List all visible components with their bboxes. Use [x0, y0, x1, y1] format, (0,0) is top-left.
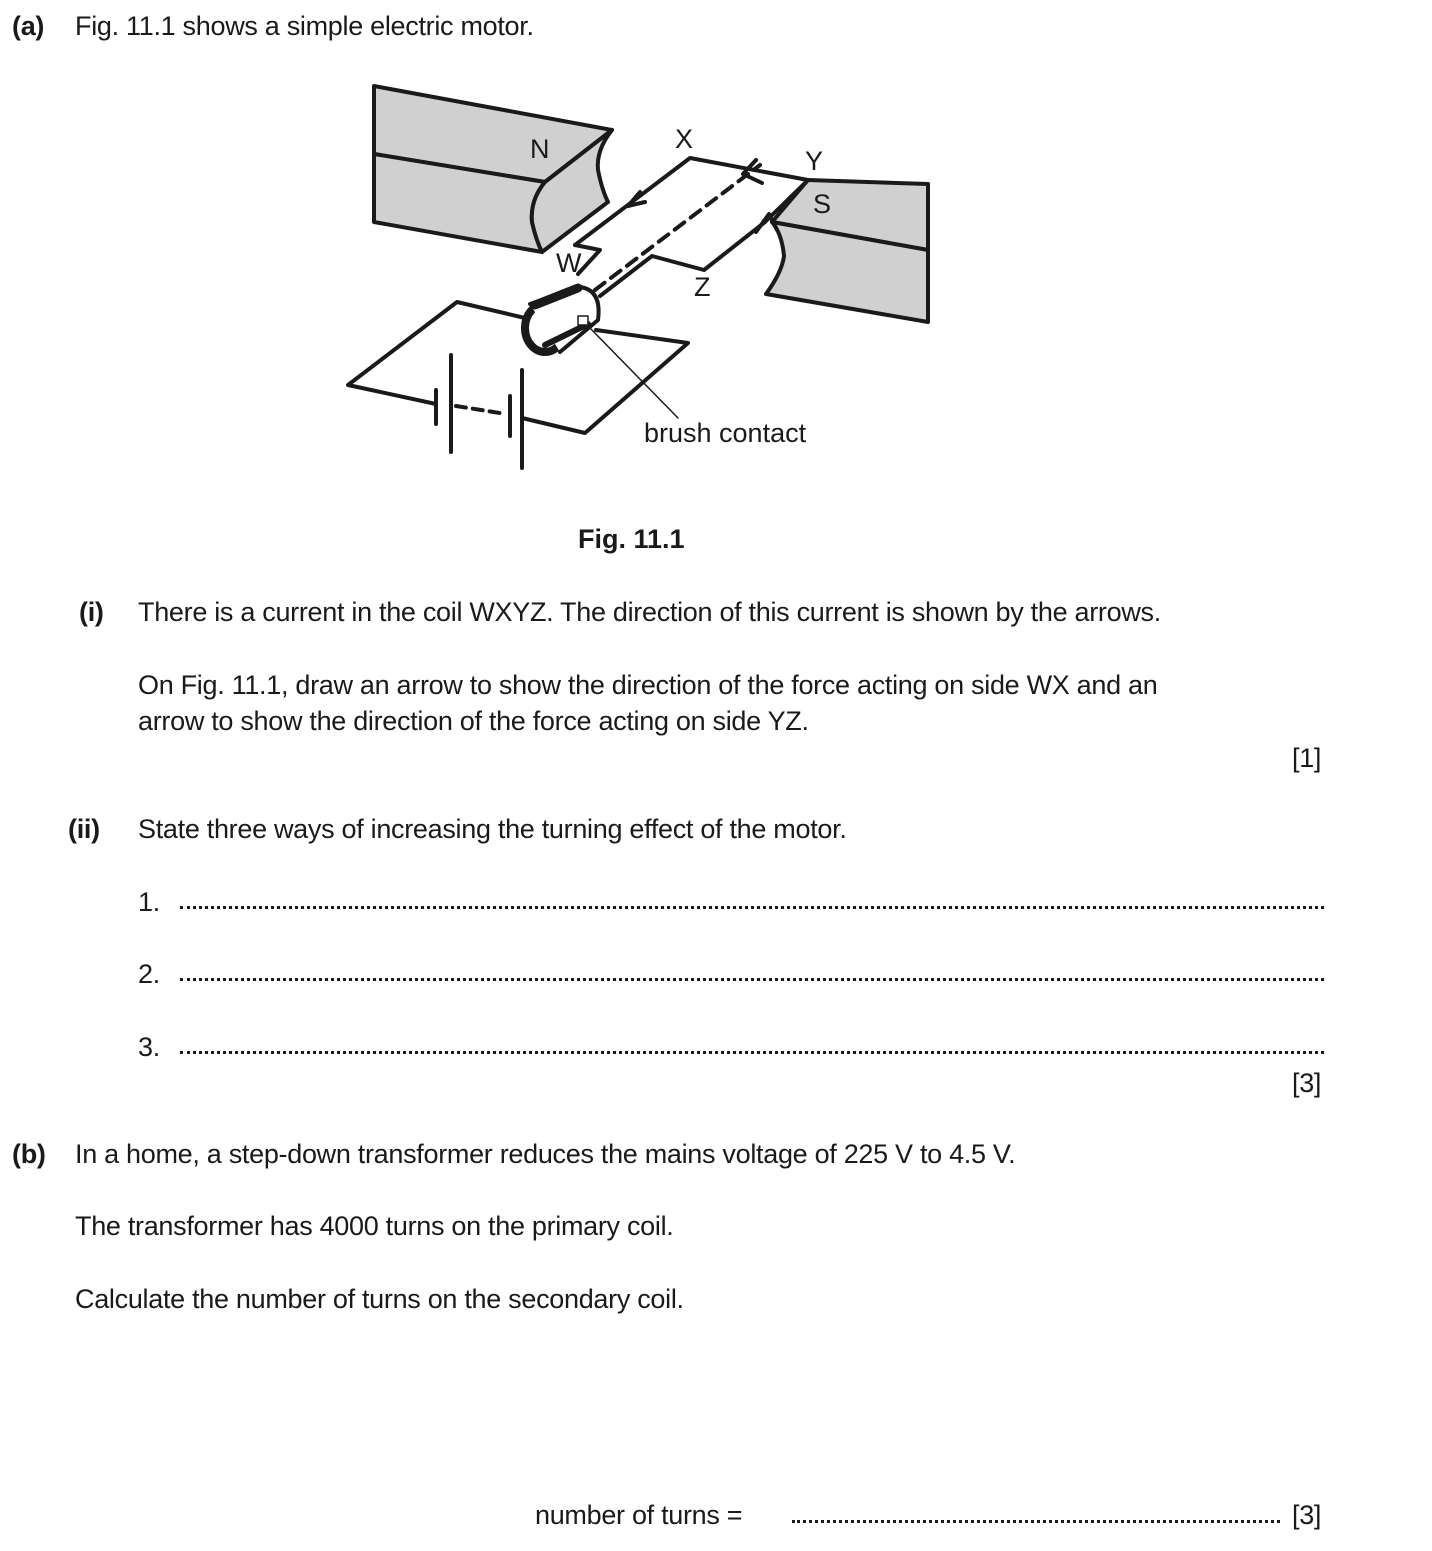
part-b-line1: In a home, a step-down transformer reduces the mains voltage of 225 V to 4.5 V.: [75, 1139, 1016, 1169]
south-magnet: [766, 180, 928, 322]
sub-ii-question: State three ways of increasing the turning effect of the motor.: [138, 814, 847, 844]
answer-3-number: 3.: [138, 1032, 160, 1062]
sub-ii-label: (ii): [68, 814, 100, 844]
commutator: [525, 287, 599, 352]
answer-1-line[interactable]: [180, 906, 1324, 909]
answer-3-line[interactable]: [180, 1051, 1324, 1054]
sub-i-line1: There is a current in the coil WXYZ. The direction of this current is shown by the arrows.: [138, 597, 1161, 627]
part-b-label: (b): [12, 1139, 46, 1169]
part-b-line2: The transformer has 4000 turns on the primary coil.: [75, 1211, 674, 1241]
label-z: Z: [694, 272, 711, 302]
answer-1-number: 1.: [138, 887, 160, 917]
external-circuit: [348, 302, 688, 468]
label-w: W: [556, 248, 582, 278]
part-b-line3: Calculate the number of turns on the secondary coil.: [75, 1284, 684, 1314]
label-n: N: [530, 134, 550, 164]
motor-diagram: [340, 80, 940, 480]
figure-caption: Fig. 11.1: [578, 524, 685, 554]
part-a-intro: Fig. 11.1 shows a simple electric motor.: [75, 11, 534, 41]
sub-ii-marks: [3]: [1292, 1068, 1322, 1098]
number-of-turns-answer[interactable]: [792, 1520, 1280, 1523]
sub-i-line2: On Fig. 11.1, draw an arrow to show the direction of the force acting on side WX and an: [138, 670, 1158, 700]
sub-i-line3: arrow to show the direction of the force acting on side YZ.: [138, 706, 809, 736]
sub-i-label: (i): [79, 597, 104, 627]
answer-label: number of turns =: [535, 1500, 743, 1530]
label-s: S: [813, 189, 832, 219]
label-brush-contact: brush contact: [644, 418, 807, 448]
part-a-label: (a): [12, 11, 45, 41]
north-magnet: [374, 86, 612, 252]
coil-wxyz: [575, 158, 808, 296]
brush-contact-block: [578, 316, 588, 325]
answer-2-number: 2.: [138, 959, 160, 989]
label-y: Y: [805, 146, 824, 176]
answer-2-line[interactable]: [180, 978, 1324, 981]
sub-i-marks: [1]: [1292, 743, 1322, 773]
label-x: X: [675, 124, 694, 154]
part-b-marks: [3]: [1292, 1500, 1322, 1530]
